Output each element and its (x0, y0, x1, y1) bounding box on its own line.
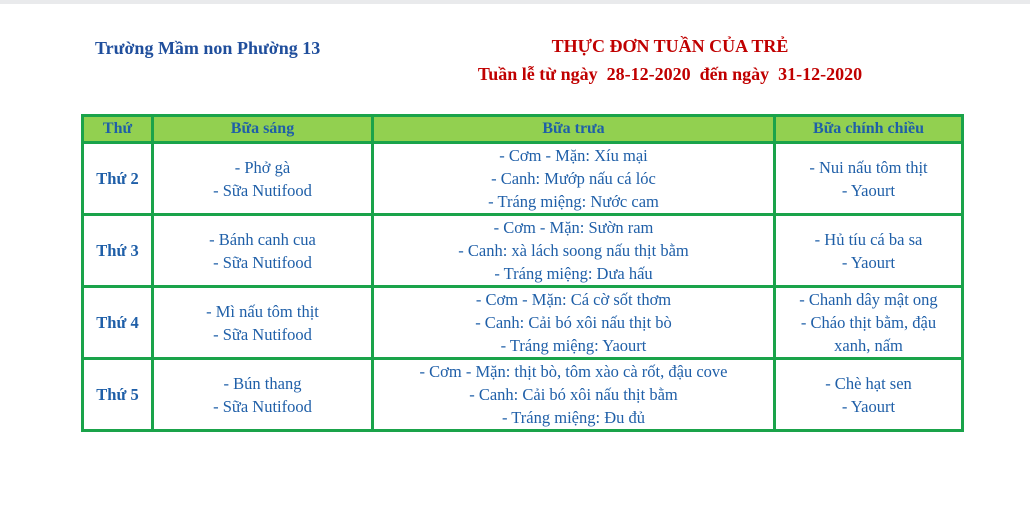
menu-line: - Canh: Cải bó xôi nấu thịt bằm (469, 385, 678, 404)
menu-line: - Mì nấu tôm thịt (206, 301, 319, 321)
afternoon-cell (775, 143, 963, 215)
menu-line: - Tráng miệng: Đu đủ (501, 408, 645, 427)
menu-line: - Cơm - Mặn: Cá cờ sốt thơm (475, 290, 672, 309)
afternoon-cell (775, 359, 963, 431)
menu-line: - Tráng miệng: Yaourt (500, 336, 647, 355)
menu-line: - Cơm - Mặn: thịt bò, tôm xào cà rốt, đậu cove (419, 362, 728, 381)
top-bar (0, 0, 1030, 4)
menu-line: - Sữa Nutifood (213, 180, 312, 200)
menu-line: - Bánh canh cua (209, 229, 316, 249)
menu-line: - Nui nấu tôm thịt (809, 157, 928, 177)
column-header-day: Thứ (83, 116, 153, 143)
menu-line: xanh, nấm (834, 336, 903, 355)
column-header-lunch: Bữa trưa (373, 116, 775, 143)
lunch-cell (373, 359, 775, 431)
weekly-menu-table (81, 114, 964, 432)
day-cell: Thứ 2 (83, 143, 153, 215)
menu-line: - Cơm - Mặn: Xíu mại (499, 146, 648, 165)
day-cell: Thứ 5 (83, 359, 153, 431)
afternoon-cell (775, 287, 963, 359)
table-row (83, 359, 963, 431)
lunch-cell (373, 215, 775, 287)
lunch-cell (373, 143, 775, 215)
afternoon-cell (775, 215, 963, 287)
menu-line: - Chanh dây mật ong (799, 290, 938, 309)
menu-line: - Phở gà (234, 157, 291, 177)
menu-line: - Bún thang (223, 373, 302, 393)
school-name: Trường Mầm non Phường 13 (95, 38, 321, 58)
breakfast-cell (153, 143, 373, 215)
menu-line: - Yaourt (841, 396, 896, 416)
menu-line: - Sữa Nutifood (213, 252, 312, 272)
table-row (83, 143, 963, 215)
day-cell: Thứ 4 (83, 287, 153, 359)
menu-line: - Sữa Nutifood (213, 396, 312, 416)
breakfast-cell (153, 215, 373, 287)
breakfast-cell (153, 359, 373, 431)
table-row (83, 215, 963, 287)
menu-line: - Cơm - Mặn: Sườn ram (493, 218, 654, 237)
day-cell: Thứ 3 (83, 215, 153, 287)
menu-line: - Canh: Mướp nấu cá lóc (491, 169, 656, 188)
menu-line: - Cháo thịt bằm, đậu (800, 313, 937, 332)
menu-line: - Yaourt (841, 180, 896, 200)
menu-line: - Canh: Cải bó xôi nấu thịt bò (475, 313, 672, 332)
menu-date-range: Tuần lễ từ ngày 28-12-2020 đến ngày 31-12-2020 (477, 64, 863, 84)
menu-line: - Tráng miệng: Nước cam (488, 192, 659, 211)
table-row (83, 287, 963, 359)
lunch-cell (373, 287, 775, 359)
breakfast-cell (153, 287, 373, 359)
menu-line: - Yaourt (841, 252, 896, 272)
menu-line: - Canh: xà lách soong nấu thịt bằm (458, 241, 689, 260)
column-header-afternoon: Bữa chính chiều (775, 116, 963, 143)
column-header-breakfast: Bữa sáng (153, 116, 373, 143)
menu-line: - Sữa Nutifood (213, 324, 312, 344)
table-header-row (83, 116, 963, 143)
menu-line: - Hủ tíu cá ba sa (814, 229, 923, 249)
menu-line: - Chè hạt sen (825, 373, 912, 393)
menu-title: THỰC ĐƠN TUẦN CỦA TRẺ (551, 36, 789, 56)
menu-line: - Tráng miệng: Dưa hấu (494, 264, 653, 283)
